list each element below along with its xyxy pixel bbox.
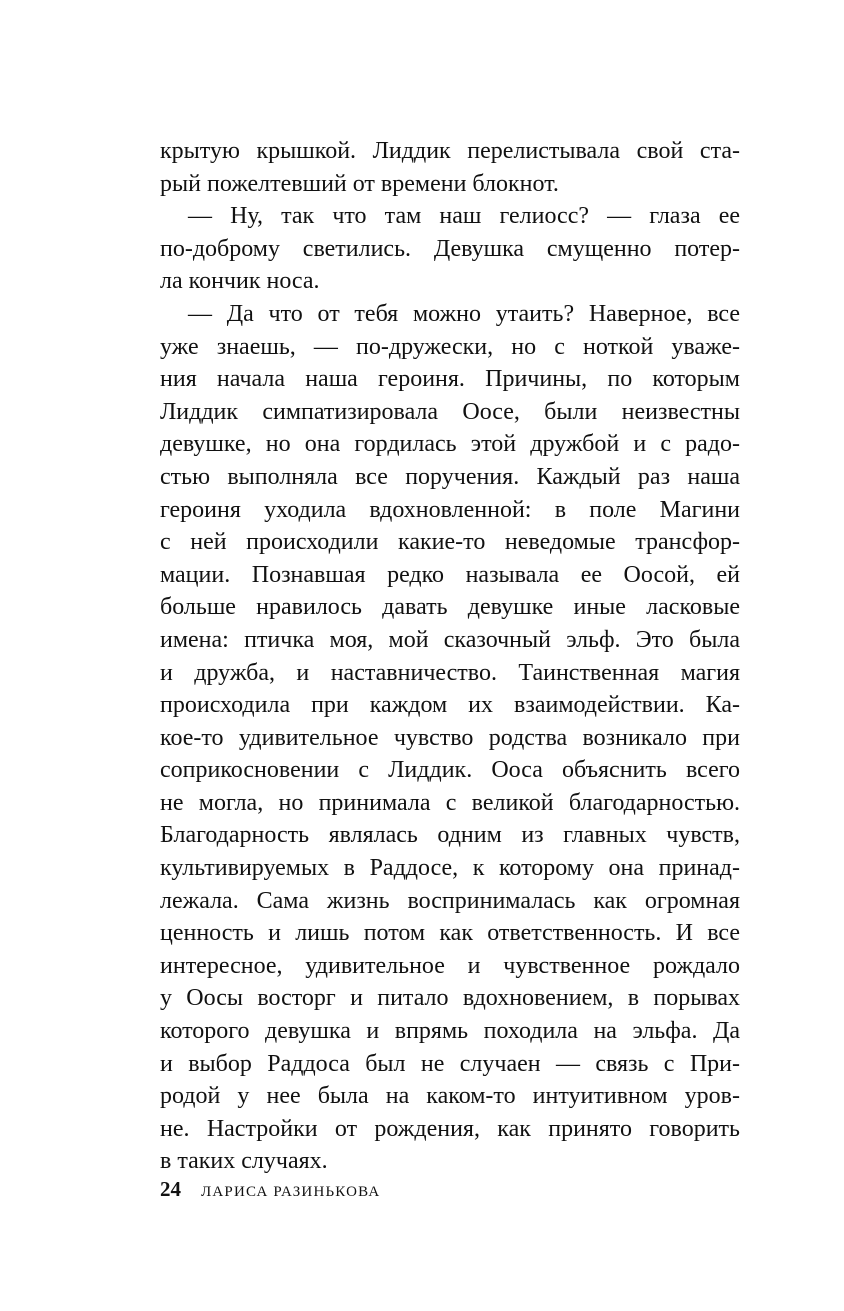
text-line: происходила при каждом их взаимодействии. Ка- xyxy=(160,692,740,719)
text-line: кое-то удивительное чувство родства возникало при xyxy=(160,724,740,751)
text-line: ла кончик носа. xyxy=(160,268,320,295)
text-line: и дружба, и наставничество. Таинственная магия xyxy=(160,659,740,686)
text-line: интересное, удивительное и чувственное рождало xyxy=(160,952,740,979)
text-line: в таких случаях. xyxy=(160,1148,328,1175)
text-line: которого девушка и впрямь походила на эльфа. Да xyxy=(160,1018,740,1045)
text-line: не. Настройки от рождения, как принято говорить xyxy=(160,1115,740,1142)
text-line: ния начала наша героиня. Причины, по которым xyxy=(160,366,740,393)
text-line: мации. Познавшая редко называла ее Оосой, ей xyxy=(160,561,740,588)
text-line: — Да что от тебя можно утаить? Наверное, все xyxy=(188,300,740,327)
text-line: и выбор Раддоса был не случаен — связь с При- xyxy=(160,1050,740,1077)
text-line: культивируемых в Раддосе, к которому она принад- xyxy=(160,855,740,882)
text-line: героиня уходила вдохновленной: в поле Магини xyxy=(160,496,740,523)
text-line: рый пожелтевший от времени блокнот. xyxy=(160,170,559,197)
text-line: больше нравилось давать девушке иные ласковые xyxy=(160,594,740,621)
running-footer-author: ЛАРИСА РАЗИНЬКОВА xyxy=(201,1184,381,1200)
text-line: лежала. Сама жизнь воспринималась как огромная xyxy=(160,887,740,914)
text-line: — Ну, так что там наш гелиосс? — глаза ее xyxy=(188,203,740,230)
text-line: имена: птичка моя, мой сказочный эльф. Это была xyxy=(160,626,740,653)
text-line: с ней происходили какие-то неведомые трансфор- xyxy=(160,529,740,556)
page-footer xyxy=(160,1177,380,1207)
text-line: Лиддик симпатизировала Оосе, были неизвестны xyxy=(160,398,740,425)
text-line: крытую крышкой. Лиддик перелистывала свой ста- xyxy=(160,138,740,164)
page-number: 24 xyxy=(160,1177,181,1201)
text-line: уже знаешь, — по-дружески, но с ноткой уваже- xyxy=(160,333,740,360)
text-line: родой у нее была на каком-то интуитивном уров- xyxy=(160,1083,740,1110)
page-body-text xyxy=(160,135,740,1178)
text-line: стью выполняла все поручения. Каждый раз наша xyxy=(160,463,740,490)
text-line: ценность и лишь потом как ответственность. И все xyxy=(160,920,740,947)
text-line: у Оосы восторг и питало вдохновением, в порывах xyxy=(160,985,740,1012)
text-line: Благодарность являлась одним из главных чувств, xyxy=(160,822,740,849)
text-line: по-доброму светились. Девушка смущенно потер- xyxy=(160,235,740,262)
text-line: девушке, но она гордилась этой дружбой и с радо- xyxy=(160,431,740,458)
text-line: соприкосновении с Лиддик. Ооса объяснить всего xyxy=(160,757,740,784)
text-line: не могла, но принимала с великой благодарностью. xyxy=(160,789,740,816)
